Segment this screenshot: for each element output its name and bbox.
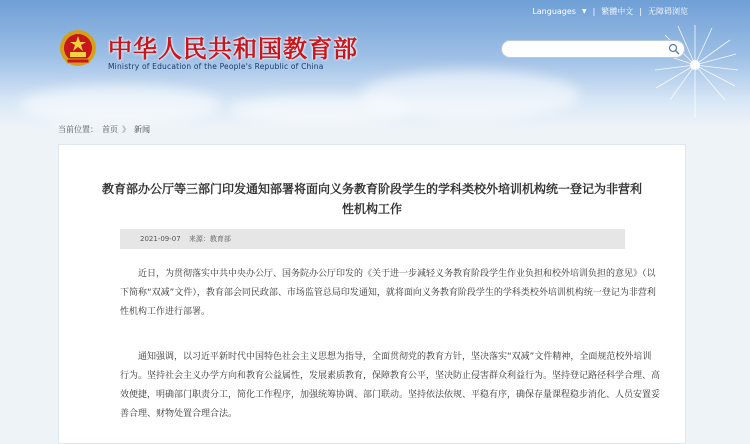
cloud-decoration <box>20 85 220 125</box>
divider: | <box>592 7 596 16</box>
article-card <box>58 144 686 444</box>
chevron-down-icon[interactable]: ▼ <box>581 8 587 15</box>
divider: | <box>639 7 642 16</box>
site-title[interactable]: 中华人民共和国教育部 <box>108 35 358 63</box>
article-source: 来源：教育部 <box>188 235 231 243</box>
dandelion-icon <box>650 20 740 120</box>
article-title: 教育部办公厅等三部门印发通知部署将面向义务教育阶段学生的学科类校外培训机构统一登记为非营利性机构工作 <box>101 182 642 216</box>
traditional-chinese-link[interactable]: 繁體中文 <box>601 7 634 16</box>
search-input[interactable] <box>501 40 685 58</box>
accessibility-link[interactable]: 无障碍浏览 <box>648 7 688 16</box>
breadcrumb-prefix: 当前位置： <box>58 125 98 134</box>
top-links <box>532 6 688 17</box>
article-paragraph: 通知强调，以习近平新时代中国特色社会主义思想为指导，全面贯彻党的教育方针，坚决落实“双减”文件精神，全面规范校外培训行为。坚持社会主义办学方向和教育公益属性，发展素质教育，保障教育公平，坚决防止侵害群众利益行为。坚持登记路径科学合理、高效便捷，明确部门职责分工，简化工作程序，加强统筹协调、部门联动。坚持依法依规、平稳有序，确保存量课程稳步消化、人员安置妥善合理、财物处置合理合法。 <box>120 352 661 419</box>
article-date: 2021-09-07 <box>140 235 181 243</box>
languages-link[interactable]: Languages <box>532 7 576 16</box>
article-meta-bar <box>120 229 625 249</box>
search-icon[interactable] <box>668 43 680 55</box>
site-header <box>0 0 750 128</box>
breadcrumb-home-link[interactable]: 首页 <box>102 125 118 134</box>
breadcrumb <box>58 124 150 135</box>
cloud-decoration <box>230 95 410 125</box>
breadcrumb-separator: 》 <box>122 125 130 134</box>
article-paragraph: 近日，为贯彻落实中共中央办公厅、国务院办公厅印发的《关于进一步减轻义务教育阶段学生作业负担和校外培训负担的意见》（以下简称“双减”文件），教育部会同民政部、市场监管总局印发通知，就将面向义务教育阶段学生的学科类校外培训机构统一登记为非营利性机构工作进行部署。 <box>120 269 656 317</box>
national-emblem-icon[interactable] <box>58 28 98 68</box>
breadcrumb-news-link[interactable]: 新闻 <box>134 125 150 134</box>
site-subtitle: Ministry of Education of the People's Republic of China <box>108 62 324 71</box>
